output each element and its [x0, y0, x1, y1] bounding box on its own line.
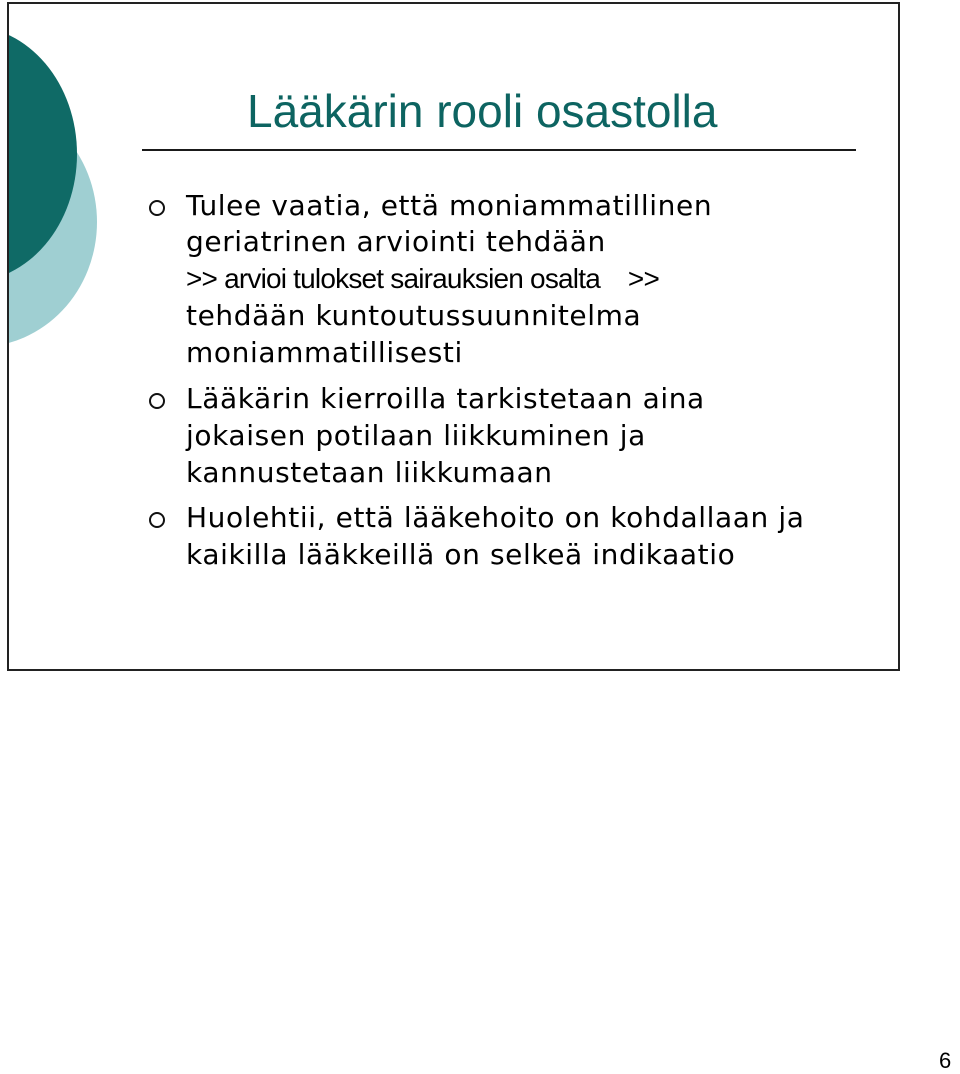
- hollow-circle-bullet-icon: [149, 393, 165, 409]
- hollow-circle-bullet-icon: [149, 512, 165, 528]
- bullet-line: jokaisen potilaan liikkuminen ja: [186, 419, 646, 452]
- bullet-line: Tulee vaatia, että moniammatillinen: [186, 189, 713, 222]
- hollow-circle-bullet-icon: [149, 200, 165, 216]
- bullet-list: [9, 4, 898, 669]
- bullet-line: kaikilla lääkkeillä on selkeä indikaatio: [186, 538, 736, 571]
- bullet-line: Huolehtii, että lääkehoito on kohdallaan ja: [186, 501, 805, 534]
- bullet-line: geriatrinen arviointi tehdään: [186, 225, 606, 258]
- bullet-line: Lääkärin kierroilla tarkistetaan aina: [186, 382, 705, 415]
- bullet-line: moniammatillisesti: [186, 336, 463, 369]
- bullet-line: kannustetaan liikkumaan: [186, 456, 553, 489]
- bullet-line: tehdään kuntoutussuunnitelma: [186, 299, 642, 332]
- slide-title: Lääkärin rooli osastolla: [247, 85, 718, 137]
- page-number: 6: [939, 1048, 952, 1073]
- slide: [7, 2, 900, 671]
- bullet-line: >> arvioi tulokset sairauksien osalta >>: [186, 263, 659, 294]
